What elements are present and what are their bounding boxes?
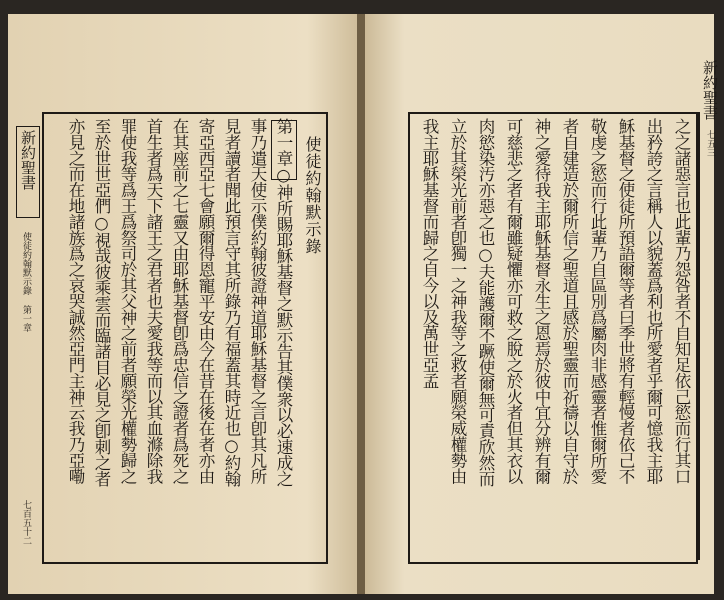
text-column: 我主耶穌基督而歸之自今以及萬世亞孟 (420, 118, 439, 389)
book-gutter (357, 14, 365, 594)
text-column: 至於世世亞們○視哉彼乘雲而臨諸目必見之卽刺之者 (92, 118, 111, 487)
text-column: 之之諸惡言也此輩乃怨咎者不自知足依己慾而行其口 (672, 118, 691, 484)
book-title: 使徒約翰默示錄 (303, 136, 322, 255)
right-text-frame (408, 112, 698, 564)
left-margin-subtitle: 使徒約翰默示錄 第一章 (21, 232, 31, 332)
text-column: 第一章○神所賜耶穌基督之默示告其僕衆以必速成之 (274, 118, 293, 487)
text-column: 穌基督之使徒所預語爾等者曰季世將有輕慢者依己不 (616, 118, 635, 484)
text-column: 敬虔之慾而行此輩乃自區別爲屬肉非感靈者惟爾所愛 (588, 118, 607, 484)
text-column: 者自建造於爾所信之聖道且感於聖靈而祈禱以自守於 (560, 118, 579, 484)
right-margin-page-number: 七五三 (705, 130, 715, 157)
left-margin-title: 新約聖書 (19, 130, 37, 190)
text-column: 見者讀者聞此預言守其所錄乃有福蓋其時近也○約翰 (222, 118, 241, 487)
text-column: 首生者爲天下諸王之君者也夫愛我等而以其血滌除我 (144, 118, 163, 484)
text-column: 可慈悲之者有爾雖疑懼亦可救之脫之於火者但其衣以 (504, 118, 523, 484)
text-column: 立於其榮光前者卽獨一之神我等之救者願榮威權勢由 (448, 118, 467, 484)
chapter-marker-box (271, 120, 297, 180)
left-text-frame (42, 112, 328, 564)
text-column: 罪使我等爲王爲祭司於其父神之前者願榮光權勢歸之 (118, 118, 137, 484)
text-column: 事乃遣天使示僕約翰彼證神道耶穌基督之言卽其凡所 (248, 118, 267, 484)
text-column: 在其座前之七靈又由耶穌基督卽爲忠信之證者爲死之 (170, 118, 189, 484)
text-column: 亦見之而在地諸族爲之哀哭誠然亞門主神云我乃亞嘞 (66, 118, 85, 484)
right-margin-rule (698, 112, 700, 560)
left-margin-page-number: 七百五十二 (21, 500, 31, 545)
text-column: 寄亞西亞七會願爾得恩寵平安由今在昔在後在者亦由 (196, 118, 215, 484)
text-column: 神之愛待我主耶穌基督永生之恩焉於彼中宜分辨有爾 (532, 118, 551, 484)
text-column: 肉慾染汚亦惡之也○夫能護爾不蹶使爾無可責欣然而 (476, 118, 495, 487)
text-column: 出矜誇之言稱人以貌蓋爲利也所愛者乎爾可憶我主耶 (644, 118, 663, 484)
right-margin-title: 新約聖書 (701, 60, 719, 120)
